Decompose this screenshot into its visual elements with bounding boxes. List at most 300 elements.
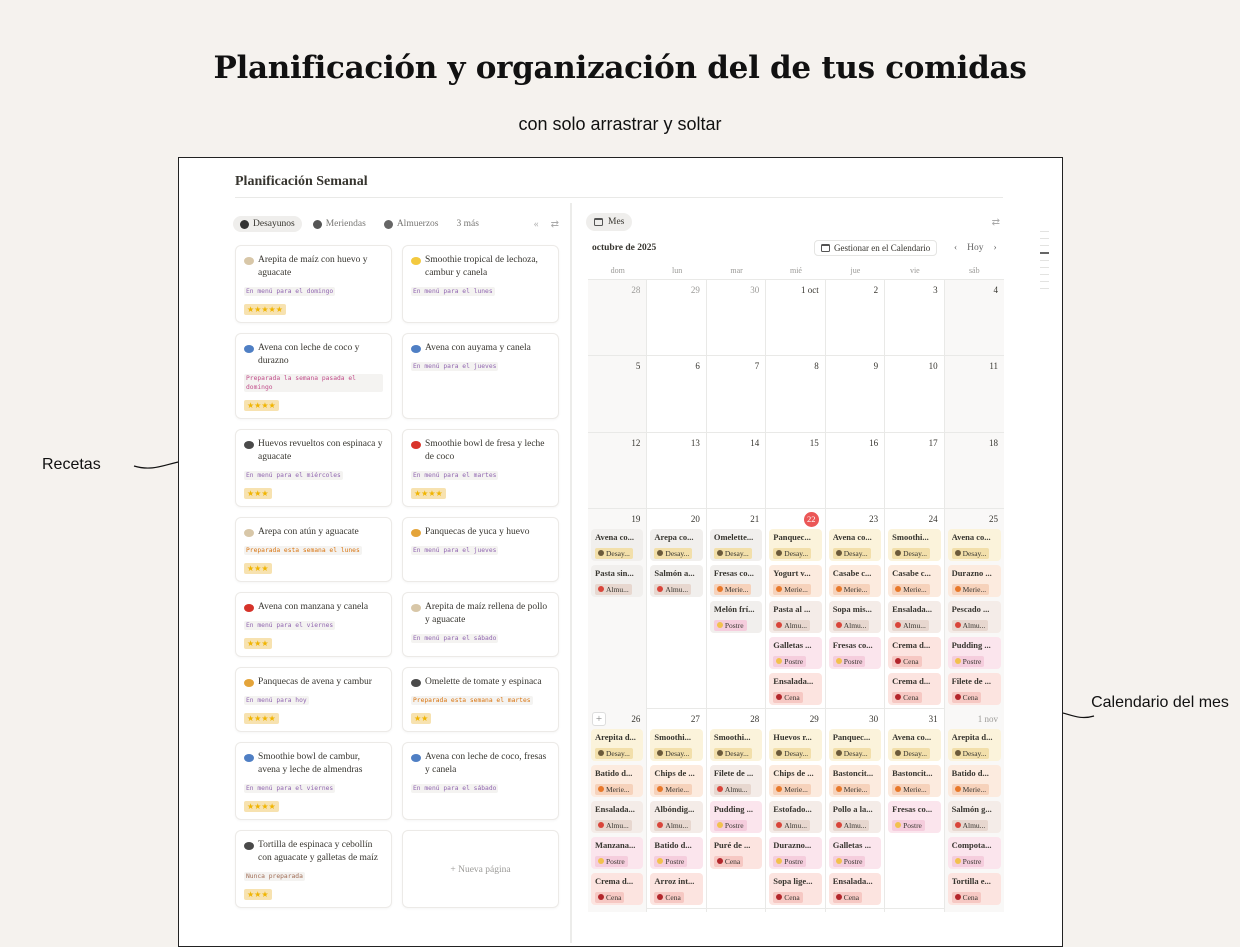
calendar-day[interactable] [945,709,1004,912]
tab-0[interactable] [233,216,302,232]
category-icon [895,822,901,828]
event-title: Crema d... [892,640,931,650]
calendar-event[interactable] [650,565,702,597]
event-title: Manzana... [595,840,636,850]
category-label: Cena [962,692,978,702]
calendar-icon [821,244,830,252]
recipe-card[interactable] [402,592,559,657]
category-icon [717,622,723,628]
calendar-day[interactable] [766,433,825,508]
rating-stars: ★★★★ [244,400,279,411]
tab-1[interactable] [306,216,373,232]
category-tag [892,748,930,759]
calendar-day[interactable] [945,509,1004,712]
calendar-day[interactable] [885,509,944,712]
calendar-event[interactable] [591,873,643,905]
event-title: Albóndig... [654,804,695,814]
event-title: Compota... [951,840,992,850]
calendar-event[interactable] [591,801,643,833]
bowl-icon [244,345,254,353]
calendar-event[interactable] [710,565,762,597]
category-icon [895,694,901,700]
weekday-label: vie [909,266,920,275]
category-tag [833,748,871,759]
event-title: Filete de ... [713,768,754,778]
recipe-title: Arepa con atún y aguacate [258,527,359,537]
hero-subtitle: con solo arrastrar y soltar [518,114,722,134]
tab-month-view[interactable] [586,213,632,231]
rating-stars: ★★ [411,713,431,724]
filter-settings-icon[interactable]: ⇄ [550,218,559,230]
day-number: 15 [809,438,819,448]
calendar-event[interactable] [650,765,702,797]
calendar-event[interactable] [888,765,940,797]
calendar-event[interactable] [948,601,1001,633]
calendar-event[interactable] [650,837,702,869]
calendar-day[interactable] [945,280,1004,355]
status-tag: En menú para el sábado [413,785,497,792]
event-title: Tortilla e... [951,876,991,886]
category-icon [836,658,842,664]
calendar-day[interactable] [707,433,766,508]
category-tag [833,620,870,631]
calendar-event[interactable] [591,837,643,869]
rating-stars: ★★★ [244,889,272,900]
calendar-event[interactable] [591,529,643,561]
calendar-event[interactable] [710,801,762,833]
calendar-icon [594,218,603,226]
category-tag [773,892,802,903]
category-label: Postre [962,656,982,666]
calendar-event[interactable] [829,565,881,597]
calendar-day[interactable] [826,433,885,508]
calendar-day[interactable] [588,280,647,355]
rating-stars: ★★★★ [244,713,279,724]
category-label: Postre [665,856,685,866]
category-icon [598,586,604,592]
calendar-event[interactable] [888,729,940,761]
calendar-event[interactable] [948,565,1001,597]
category-icon [955,658,961,664]
category-icon [657,858,663,864]
day-number: 14 [750,438,760,448]
calendar-day[interactable] [707,509,766,712]
category-label: Merie... [665,784,689,794]
search-icon [240,220,249,229]
calendar-event[interactable] [829,765,881,797]
calendar-event[interactable] [710,765,762,797]
weekday-label: lun [672,266,683,275]
calendar-event[interactable] [888,529,940,561]
category-icon [776,750,782,756]
calendar-event[interactable] [710,529,762,561]
calendar-event[interactable] [888,637,940,669]
calendar-day[interactable] [766,356,825,432]
category-tag [833,548,871,559]
event-title: Ensalada... [773,676,814,686]
category-label: Almu... [606,584,629,594]
page-outline[interactable] [1040,231,1049,289]
calendar-event[interactable] [769,637,821,669]
calendar-event[interactable] [769,673,821,705]
category-icon [955,858,961,864]
calendar-event[interactable] [769,765,821,797]
category-icon [598,822,604,828]
category-tag [952,692,981,703]
calendar-event[interactable] [710,729,762,761]
calendar-event[interactable] [948,873,1001,905]
status-tag: En menú para el sábado [413,635,497,642]
category-icon [776,658,782,664]
recipe-title: Omelette de tomate y espinaca [425,677,542,687]
category-label: Cena [962,892,978,902]
calendar-event[interactable] [650,729,702,761]
calendar-event[interactable] [650,873,702,905]
calendar-event[interactable] [948,801,1001,833]
category-icon [657,822,663,828]
category-label: Merie... [962,584,987,594]
panel-divider[interactable] [570,203,572,943]
event-title: Ensalada... [595,804,635,814]
add-event-button[interactable]: + [592,712,606,726]
category-label: Desay... [962,748,987,758]
day-number: 1 nov [977,714,998,724]
calendar-event[interactable] [948,673,1001,705]
rating-stars: ★★★ [244,563,272,574]
category-tag [952,548,990,559]
tab-3[interactable] [450,216,486,232]
event-title: Chips de ... [654,768,695,778]
recipe-card[interactable] [235,245,392,323]
category-label: Desay... [784,748,809,758]
calendar-event[interactable] [829,729,881,761]
bowl-icon [244,754,254,762]
calendar-week [588,356,1004,433]
event-title: Arroz int... [654,876,695,886]
day-number: 27 [690,714,700,724]
calendar-event[interactable] [888,601,940,633]
status-tag: En menú para el jueves [413,547,497,554]
calendar-event[interactable] [769,601,821,633]
category-icon [955,694,961,700]
recipe-card[interactable] [235,830,392,908]
calendar-day[interactable] [588,433,647,508]
category-tag [773,656,806,667]
category-icon [895,750,901,756]
calendar-day[interactable] [766,709,825,912]
calendar-day[interactable] [588,356,647,432]
category-label: Postre [784,856,804,866]
calendar-event[interactable] [948,637,1001,669]
category-tag [773,584,811,595]
calendar-week [588,280,1004,356]
annotation-recipes: Recetas [42,456,101,473]
calendar-day[interactable] [826,280,885,355]
category-icon [598,786,604,792]
category-label: Almu... [843,620,867,630]
calendar-event[interactable] [829,637,881,669]
view-tabs [233,213,559,235]
calendar-day[interactable] [885,433,944,508]
category-tag [595,548,633,559]
calendar-event[interactable] [769,837,821,869]
category-tag [892,820,925,831]
tab-2[interactable] [377,216,446,232]
calendar-day[interactable] [826,356,885,432]
category-icon [598,550,604,556]
recipe-card[interactable] [402,333,559,419]
event-title: Casabe c... [892,568,931,578]
category-tag [833,892,862,903]
category-label: Postre [843,856,863,866]
category-label: Desay... [962,548,987,558]
category-icon [955,750,961,756]
status-tag: En menú para el viernes [246,785,334,792]
category-label: Desay... [724,748,749,758]
today-button[interactable]: Hoy [967,243,984,253]
recipe-card[interactable] [402,742,559,820]
category-label: Merie... [843,584,868,594]
category-tag [714,820,747,831]
category-icon [717,550,723,556]
event-title: Ensalada... [892,604,933,614]
calendar-event[interactable] [769,565,821,597]
category-tag [952,620,989,631]
event-title: Chips de ... [773,768,814,778]
event-title: Pescado ... [951,604,990,614]
day-number: 31 [928,714,938,724]
manage-calendar-button[interactable] [814,240,937,256]
calendar-day[interactable] [885,356,944,432]
category-label: Merie... [903,584,927,594]
recipe-card[interactable] [235,667,392,732]
calendar-event[interactable] [948,837,1001,869]
calendar-day[interactable] [707,709,766,912]
calendar-event[interactable] [888,673,940,705]
status-tag: Nunca preparada [246,873,303,880]
category-icon [836,586,842,592]
event-title: Smoothi... [654,732,692,742]
day-number: 4 [993,285,998,295]
prev-month-icon[interactable]: ‹ [954,243,958,253]
calendar-event[interactable] [948,729,1001,761]
status-tag: En menú para el viernes [246,622,334,629]
category-icon [776,694,782,700]
calendar-event[interactable] [829,873,881,905]
calendar-day[interactable] [766,280,825,355]
calendar-event[interactable] [769,729,821,761]
category-tag [773,856,806,867]
divider [235,197,1003,198]
category-tag [654,748,692,759]
category-label: Cena [784,692,800,702]
category-label: Postre [843,656,863,666]
event-title: Crema d... [892,676,931,686]
calendar-day[interactable] [945,433,1004,508]
next-month-icon[interactable]: › [993,243,997,253]
category-tag [714,856,743,867]
event-title: Pollo a la... [832,804,873,814]
event-title: Batido d... [654,840,692,850]
recipe-card[interactable] [235,517,392,582]
calendar-event[interactable] [650,529,702,561]
calendar-day[interactable] [766,509,825,712]
recipe-card[interactable] [402,667,559,732]
calendar-event[interactable] [591,765,643,797]
rating-stars: ★★★★ [244,801,279,812]
event-title: Puré de ... [713,840,751,850]
category-label: Postre [784,656,804,666]
category-tag [952,748,990,759]
category-icon [955,894,961,900]
calendar-day[interactable] [647,280,706,355]
calendar-event[interactable] [829,801,881,833]
category-tag [714,584,752,595]
recipe-card[interactable] [402,429,559,507]
category-label: Merie... [784,584,808,594]
recipe-card[interactable] [235,429,392,507]
calendar-day[interactable] [826,509,885,712]
day-number: 25 [988,514,998,524]
event-title: Pasta al ... [773,604,811,614]
category-icon [895,658,901,664]
calendar-day[interactable] [885,709,944,912]
calendar-day[interactable] [647,709,706,912]
calendar-day[interactable] [707,356,766,432]
event-title: Avena co... [832,532,872,542]
filter-settings-icon[interactable]: ⇄ [991,217,1000,228]
calendar-event[interactable] [769,873,821,905]
event-title: Sopa mis... [832,604,872,614]
calendar-event[interactable] [888,565,940,597]
calendar-event[interactable] [829,601,881,633]
category-label: Postre [606,856,625,866]
category-icon [598,894,604,900]
new-page-button[interactable]: + Nueva página [402,830,559,908]
category-icon [776,586,782,592]
category-label: Desay... [724,548,749,558]
category-icon [955,550,961,556]
category-label: Almu... [903,620,926,630]
category-tag [595,856,628,867]
day-number: 19 [631,514,641,524]
category-label: Cena [665,892,681,902]
category-tag [952,656,985,667]
calendar-day[interactable] [945,356,1004,432]
calendar-event[interactable] [769,529,821,561]
event-title: Fresas co... [832,640,873,650]
day-number: 3 [933,285,938,295]
calendar-event[interactable] [591,565,643,597]
calendar-event[interactable] [710,837,762,869]
category-label: Desay... [665,548,690,558]
event-title: Omelette... [713,532,754,542]
category-tag [952,856,985,867]
category-icon [717,858,723,864]
calendar-event[interactable] [948,765,1001,797]
category-icon [776,858,782,864]
day-number: 23 [869,514,879,524]
recipe-card[interactable] [235,333,392,419]
calendar-day[interactable] [647,509,706,712]
recipe-title: Huevos revueltos con espinaca y aguacate [258,439,383,462]
category-label: Postre [962,856,982,866]
category-tag [952,584,990,595]
day-number: 9 [873,361,879,371]
calendar-week [588,709,1004,909]
recipe-gallery [235,245,559,918]
pancake-icon [411,529,421,537]
calendar-event[interactable] [888,801,940,833]
pan-icon [411,679,421,687]
category-icon [836,750,842,756]
day-number: 26 [631,714,641,724]
collapse-icon[interactable]: « [533,218,539,230]
category-tag [952,892,981,903]
calendar-day[interactable] [707,280,766,355]
calendar-event[interactable] [591,729,643,761]
event-title: Salmón g... [951,804,992,814]
calendar-event[interactable] [948,529,1001,561]
event-title: Avena co... [951,532,991,542]
category-tag [654,892,683,903]
event-title: Durazno ... [951,568,992,578]
recipe-card[interactable] [235,592,392,657]
day-number: 16 [869,438,879,448]
recipe-title: Avena con manzana y canela [258,602,369,612]
recipe-card[interactable] [402,245,559,323]
day-number: 11 [989,361,998,371]
calendar-event[interactable] [769,801,821,833]
event-title: Smoothi... [713,732,751,742]
category-tag [833,784,871,795]
calendar-event[interactable] [710,601,762,633]
category-icon [776,786,782,792]
day-number: 13 [690,438,700,448]
bowl-icon [411,754,421,762]
pan-icon [244,441,254,449]
category-icon [776,822,782,828]
day-number: 20 [690,514,700,524]
event-title: Smoothi... [892,532,929,542]
day-number: 6 [695,361,700,371]
annotation-calendar: Calendario del mes [1091,694,1229,711]
category-tag [833,856,866,867]
calendar-event[interactable] [829,837,881,869]
calendar-event[interactable] [829,529,881,561]
day-number: 24 [928,514,938,524]
calendar-day[interactable] [885,280,944,355]
category-label: Cena [903,692,919,702]
category-icon [836,894,842,900]
rating-stars: ★★★★★ [244,304,286,315]
status-tag: En menú para el martes [413,472,497,479]
category-icon [657,550,663,556]
recipe-card[interactable] [402,517,559,582]
calendar-day[interactable] [588,709,647,912]
calendar-day[interactable] [647,433,706,508]
calendar-event[interactable] [650,801,702,833]
status-tag: En menú para el domingo [246,288,334,295]
hero-title: Planificación y organización del de tus comidas [213,50,1027,86]
event-title: Durazno... [773,840,812,850]
calendar-day[interactable] [826,709,885,912]
page-title: Planificación Semanal [235,174,368,189]
calendar-day[interactable] [588,509,647,712]
calendar-day[interactable] [647,356,706,432]
category-label: Merie... [962,784,987,794]
recipe-card[interactable] [235,742,392,820]
